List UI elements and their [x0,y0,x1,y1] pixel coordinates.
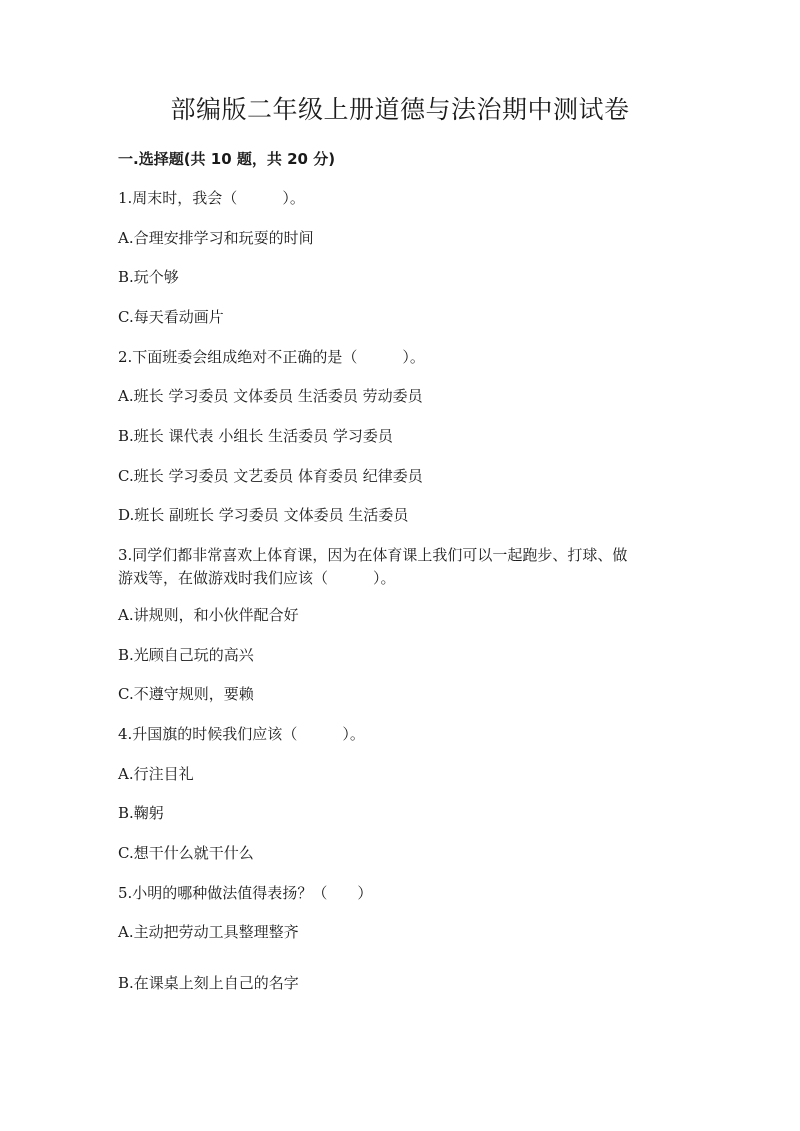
question-4-option-a: A.行注目礼 [118,765,194,783]
question-4-option-b: B.鞠躬 [118,804,164,822]
question-3-option-b: B.光顾自己玩的高兴 [118,646,254,664]
question-4-option-c: C.想干什么就干什么 [118,844,254,862]
question-1-option-b: B.玩个够 [118,268,179,286]
question-2-option-c: C.班长 学习委员 文艺委员 体育委员 纪律委员 [118,467,423,485]
page-title: 部编版二年级上册道德与法治期中测试卷 [170,95,630,124]
question-3-option-c: C.不遵守规则，要赖 [118,685,254,703]
question-3-option-a: A.讲规则，和小伙伴配合好 [118,606,299,624]
question-5-option-a: A.主动把劳动工具整理整齐 [118,923,299,941]
question-1-option-c: C.每天看动画片 [118,308,224,326]
question-2-stem: 2.下面班委会组成绝对不正确的是（ ）。 [118,348,425,366]
question-2-option-d: D.班长 副班长 学习委员 文体委员 生活委员 [118,506,409,524]
question-5-stem: 5.小明的哪种做法值得表扬？（ ） [118,884,373,902]
question-2-option-b: B.班长 课代表 小组长 生活委员 学习委员 [118,427,393,445]
question-2-option-a: A.班长 学习委员 文体委员 生活委员 劳动委员 [118,387,423,405]
question-1-stem: 1.周末时，我会（ ）。 [118,189,305,207]
question-1-option-a: A.合理安排学习和玩耍的时间 [118,229,314,247]
question-4-stem: 4.升国旗的时候我们应该（ ）。 [118,725,365,743]
section-heading: 一.选择题(共 10 题，共 20 分) [118,150,336,168]
question-3-stem-line-1: 3.同学们都非常喜欢上体育课，因为在体育课上我们可以一起跑步、打球、做 [118,546,628,564]
question-3-stem-line-2: 游戏等，在做游戏时我们应该（ ）。 [118,569,396,587]
question-5-option-b: B.在课桌上刻上自己的名字 [118,974,299,992]
